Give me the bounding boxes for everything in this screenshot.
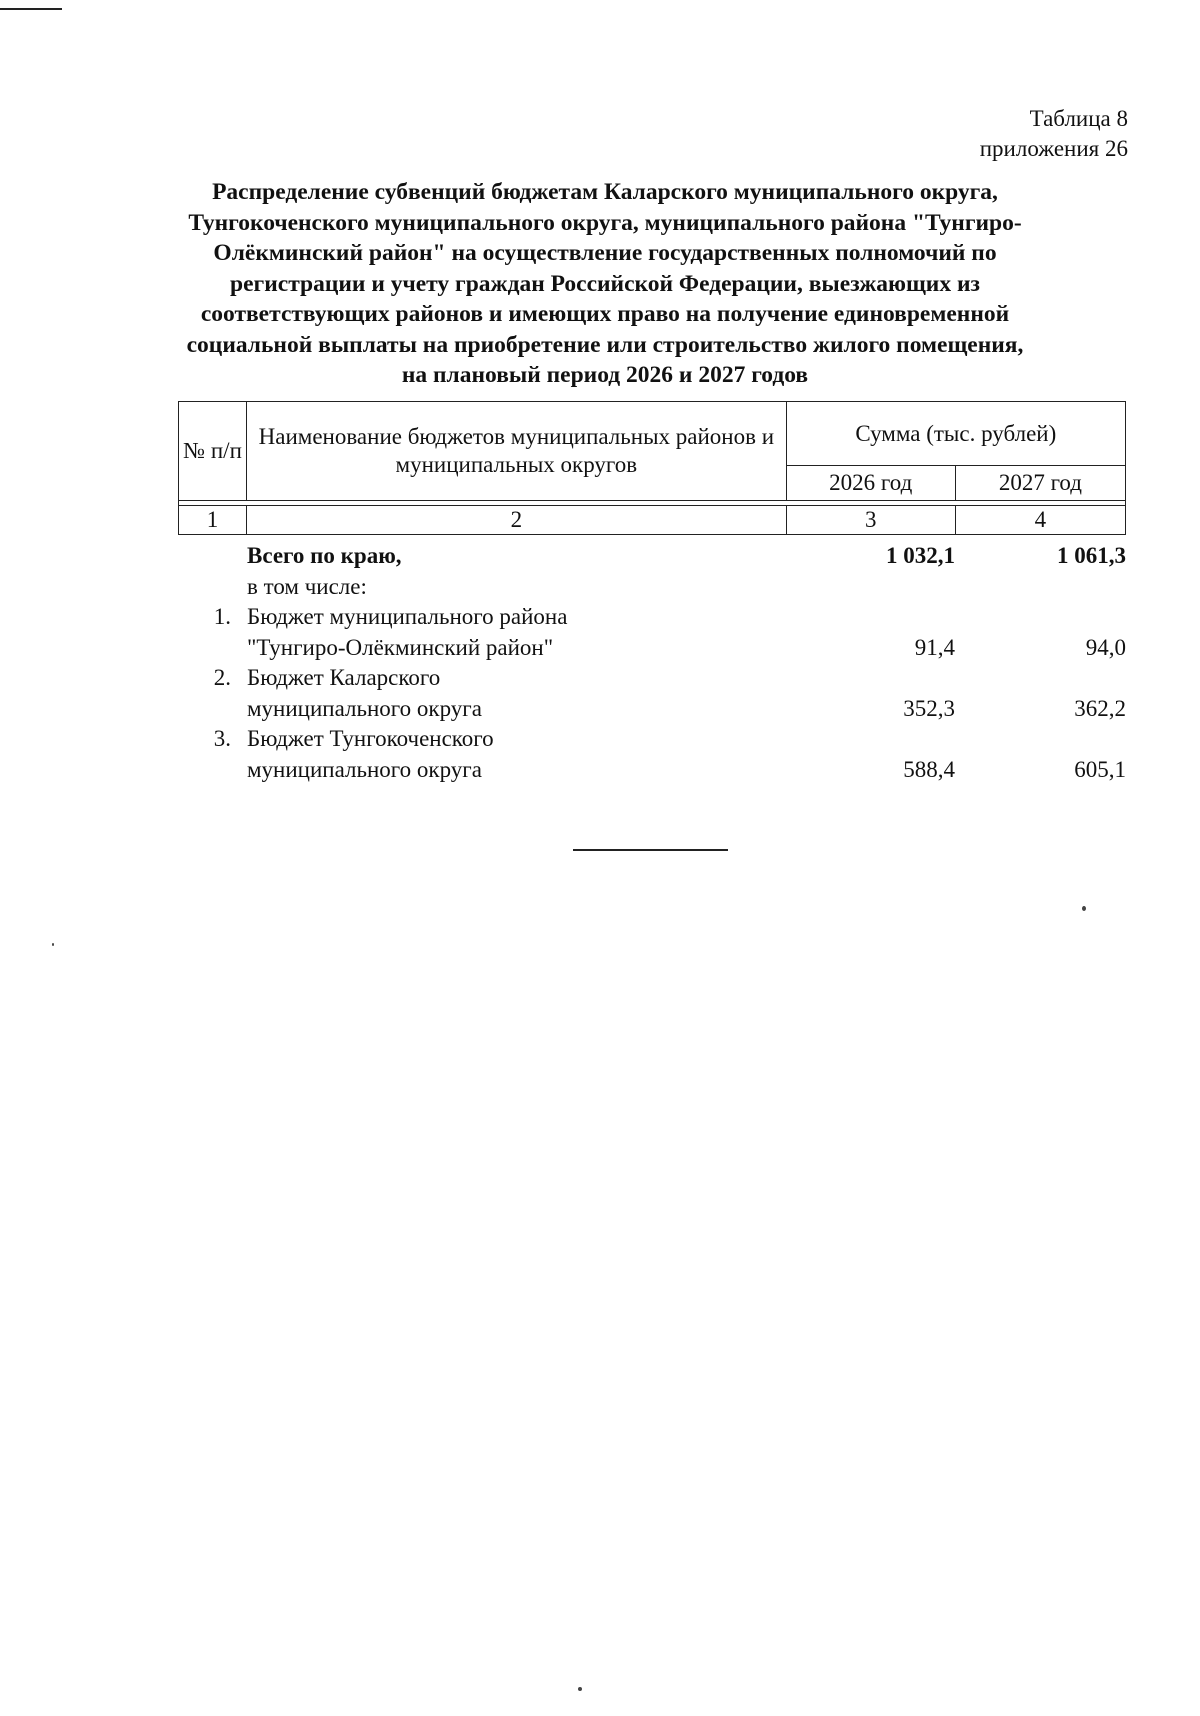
- header-sum: Сумма (тыс. рублей): [786, 402, 1125, 466]
- row-name: [245, 724, 783, 785]
- index-cell: 3: [786, 506, 955, 535]
- total-label: Всего по краю,: [247, 543, 402, 568]
- table-body: [178, 541, 1126, 785]
- header-year-2027: 2027 год: [955, 466, 1125, 501]
- table-row: [178, 663, 1126, 724]
- row-name: [245, 663, 783, 724]
- header-num: № п/п: [179, 402, 247, 501]
- row-2027: 362,2: [1074, 695, 1126, 721]
- table-row: [178, 602, 1126, 663]
- row-2026: 91,4: [914, 634, 955, 660]
- scan-speck: [578, 1687, 582, 1691]
- total-num: [178, 541, 245, 572]
- scan-speck: [52, 943, 54, 946]
- row-name: [245, 602, 783, 663]
- total-2026: 1 032,1: [886, 543, 955, 568]
- row-name-line2: муниципального округа: [247, 695, 482, 721]
- total-row: [178, 541, 1126, 572]
- index-cell: 1: [179, 506, 247, 535]
- row-2027: 605,1: [1074, 756, 1126, 782]
- scan-speck: [1082, 906, 1086, 911]
- row-2026: 588,4: [903, 756, 955, 782]
- subrow-num: [178, 572, 245, 603]
- table-row: [178, 724, 1126, 785]
- document-title: Распределение субвенций бюджетам Каларского муниципального округа, Тунгокоченского муниципального округа, муниципального района "Тунгиро-Олёкминский район" на осуществление государственных полномочий по регистрации и учету граждан Российской Федерации, выезжающих из соответствующих районов и имеющих право на получение единовременной социальной выплаты на приобретение или строительство жилого помещения, на плановый период 2026 и 2027 годов: [186, 179, 1024, 388]
- row-name-line1: Бюджет Каларского: [247, 665, 441, 690]
- row-num: 3.: [213, 726, 231, 751]
- row-num: 2.: [213, 665, 231, 690]
- row-name-line2: муниципального округа: [247, 756, 482, 782]
- table-reference: [980, 104, 1128, 164]
- end-separator-line: [573, 849, 728, 851]
- header-year-2026: 2026 год: [786, 466, 955, 501]
- table-header: [178, 401, 1126, 535]
- appendix-label: приложения 26: [979, 136, 1128, 161]
- total-2027: 1 061,3: [1057, 543, 1126, 568]
- row-2026: 352,3: [903, 695, 955, 721]
- scan-corner-mark: [0, 8, 62, 10]
- index-cell: 2: [247, 506, 787, 535]
- total-sublabel: в том числе:: [247, 573, 367, 599]
- index-cell: 4: [955, 506, 1125, 535]
- row-name-line1: Бюджет Тунгокоченского: [247, 726, 494, 751]
- row-num: 1.: [213, 604, 231, 629]
- row-2027: 94,0: [1085, 634, 1126, 660]
- total-subrow: [178, 572, 1126, 603]
- row-name-line1: Бюджет муниципального района: [247, 604, 568, 629]
- header-name: Наименование бюджетов муниципальных районов и муниципальных округов: [247, 402, 787, 501]
- row-name-line2: "Тунгиро-Олёкминский район": [247, 634, 554, 660]
- table-label: Таблица 8: [1029, 106, 1128, 131]
